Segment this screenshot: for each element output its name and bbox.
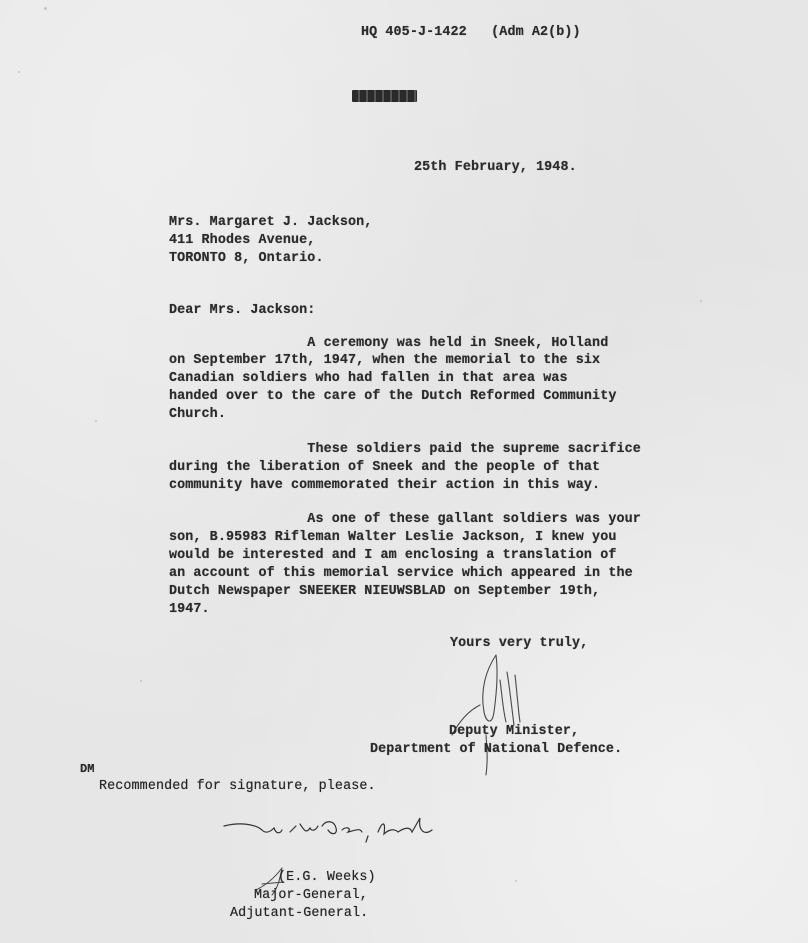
signatory-department: Department of National Defence. — [370, 742, 623, 757]
recipient-street: 411 Rhodes Avenue, — [169, 233, 316, 248]
paper-speck — [95, 420, 97, 422]
paper-speck — [700, 300, 702, 302]
paragraph-line: 1947. — [169, 602, 210, 617]
paragraph-line: Canadian soldiers who had fallen in that area was — [169, 371, 568, 386]
paragraph-line: an account of this memorial service which appeared in the — [169, 566, 633, 581]
recipient-city: TORONTO 8, Ontario. — [169, 251, 324, 266]
paragraph-line: son, B.95983 Rifleman Walter Leslie Jackson, I knew you — [169, 530, 617, 545]
memo-signer-rank: Major-General, — [254, 888, 368, 903]
salutation: Dear Mrs. Jackson: — [169, 303, 316, 318]
memo-signer-position: Adjutant-General. — [230, 906, 369, 921]
paper-speck — [18, 71, 20, 73]
paragraph-line: handed over to the care of the Dutch Reformed Community — [169, 389, 617, 404]
signatory-title: Deputy Minister, — [449, 724, 580, 739]
paragraph-line: community have commemorated their action in this way. — [169, 478, 601, 493]
paper-speck — [140, 680, 142, 682]
memo-note: Recommended for signature, please. — [99, 779, 376, 794]
pen-mark-icon — [0, 0, 1, 1]
paragraph-line: These soldiers paid the supreme sacrifice — [169, 442, 641, 457]
paragraph-line: A ceremony was held in Sneek, Holland — [169, 336, 609, 351]
paragraph-line: As one of these gallant soldiers was your — [169, 512, 641, 527]
paper-speck — [44, 7, 47, 10]
paragraph-line: Dutch Newspaper SNEEKER NIEUWSBLAD on September 19th, — [169, 584, 601, 599]
paragraph-line: Church. — [169, 407, 226, 422]
paragraph-line: would be interested and I am enclosing a translation of — [169, 548, 617, 563]
memo-signer-name: (E.G. Weeks) — [278, 870, 376, 885]
recipient-name: Mrs. Margaret J. Jackson, — [169, 215, 373, 230]
file-reference: HQ 405-J-1422 (Adm A2(b)) — [361, 25, 581, 40]
redacted-classification — [352, 90, 417, 102]
paper-speck — [515, 880, 517, 882]
paragraph-line: on September 17th, 1947, when the memorial to the six — [169, 353, 601, 368]
closing: Yours very truly, — [450, 636, 589, 651]
memo-initials: DM — [80, 762, 95, 776]
letter-date: 25th February, 1948. — [414, 160, 577, 175]
paragraph-line: during the liberation of Sneek and the people of that — [169, 460, 601, 475]
